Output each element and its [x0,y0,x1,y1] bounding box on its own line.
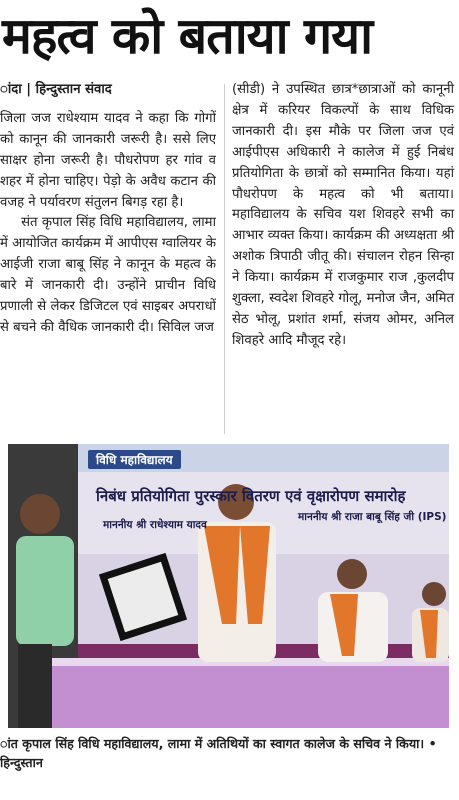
event-photo [8,444,449,728]
paragraph: संत कृपाल सिंह विधि महाविद्यालय, लामा में आयोजित कार्यक्रम में आपीएस ग्वालियर के आईजी राजा बाबू सिंह ने कानून के महत्व के बारे में जानकारी दी। उन्होंने प्राचीन विधि प्रणाली से लेकर डिजिटल एवं साइबर अपराधों से बचने की वैधिक जानकारी दी। सिविल जज [0,215,216,335]
paragraph: जिला जज राधेश्याम यादव ने कहा कि गोगों को कानून की जानकारी जरूरी है। ससे लिए साक्षर होना जरूरी है। पौधरोपण हर गांव व शहर में होना चाहिए। पेड़ो के अवैध कटान की वजह ने पर्यावरण संतुलन बिगड़ रहा है। [0,110,216,210]
banner-title: निबंध प्रतियोगिता पुरस्कार वितरण एवं वृक्षारोपण समारोह [96,487,406,505]
article-column-left [0,80,216,339]
article-column-right [232,80,454,352]
column-divider [224,84,225,434]
banner-name: माननीय श्री राधेश्याम यादव [103,519,207,531]
banner-header: विधि महाविद्यालय [88,450,181,469]
banner-name: माननीय श्री राजा बाबू सिंह जी (IPS) [298,511,447,523]
photo-caption: ांत कृपाल सिंह विधि महाविद्यालय, लामा में अतिथियों का स्वागत कालेज के सचिव ने किया। • हिन्दुस्तान [0,736,437,770]
headline: महत्व को बताया गया [2,7,373,65]
paragraph: (सीडी) ने उपस्थित छात्र*छात्राओं को कानूनी क्षेत्र में करियर विकल्पों के साथ विधिक जानकारी दी। इस मौके पर जिला जज एवं आईपीएस अधिकारी ने कालेज में हुई निबंध प्रतियोगिता के छात्रों को सम्मानित किया। यहां पौधरोपण के महत्व को भी बताया। महाविद्यालय के सचिव यश शिवहरे सभी का आभार व्यक्त किया। कार्यक्रम की अध्यक्षता श्री अशोक त्रिपाठी जीतू की। संचालन रोहन सिन्हा ने किया। कार्यक्रम में राजकुमार राज ,कुलदीप शुक्ला, स्वदेश शिवहरे गोलू, मनोज जैन, अमित सेठ भोलू, प्रशांत शर्मा, संजय ओमर, अनिल शिवहरे आदि मौजूद रहे। [232,82,454,348]
dateline: ांदा | हिन्दुस्तान संवाद [0,82,112,97]
